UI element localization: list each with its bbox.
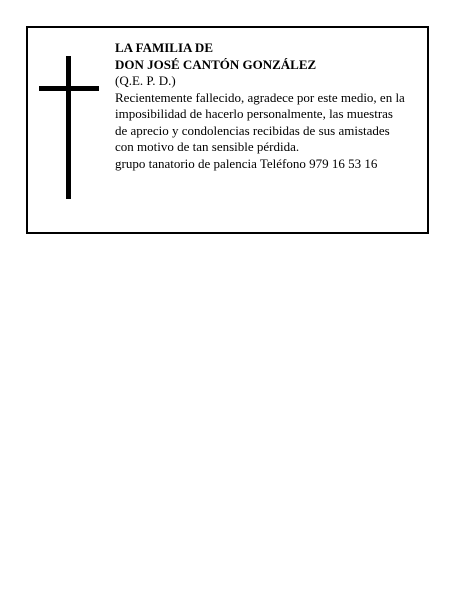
cross-horizontal-bar bbox=[39, 86, 99, 91]
cross-vertical-bar bbox=[66, 56, 71, 199]
qepd-text: (Q.E. P. D.) bbox=[115, 73, 176, 88]
body-line: Recientemente fallecido, agradece por este medio, en la bbox=[115, 89, 405, 105]
obituary-notice bbox=[26, 26, 429, 234]
body-line: de aprecio y condolencias recibidas de sus amistades bbox=[115, 122, 390, 138]
body-line: con motivo de tan sensible pérdida. bbox=[115, 139, 300, 154]
notice-text bbox=[115, 40, 425, 172]
notice-heading-name: DON JOSÉ CANTÓN GONZÁLEZ bbox=[115, 56, 317, 72]
notice-heading-family: LA FAMILIA DE bbox=[115, 40, 213, 55]
latin-cross-icon bbox=[39, 56, 99, 199]
body-line: imposibilidad de hacerlo personalmente, las muestras bbox=[115, 106, 393, 121]
funeral-home-contact: grupo tanatorio de palencia Teléfono 979 16 53 16 bbox=[115, 155, 378, 171]
